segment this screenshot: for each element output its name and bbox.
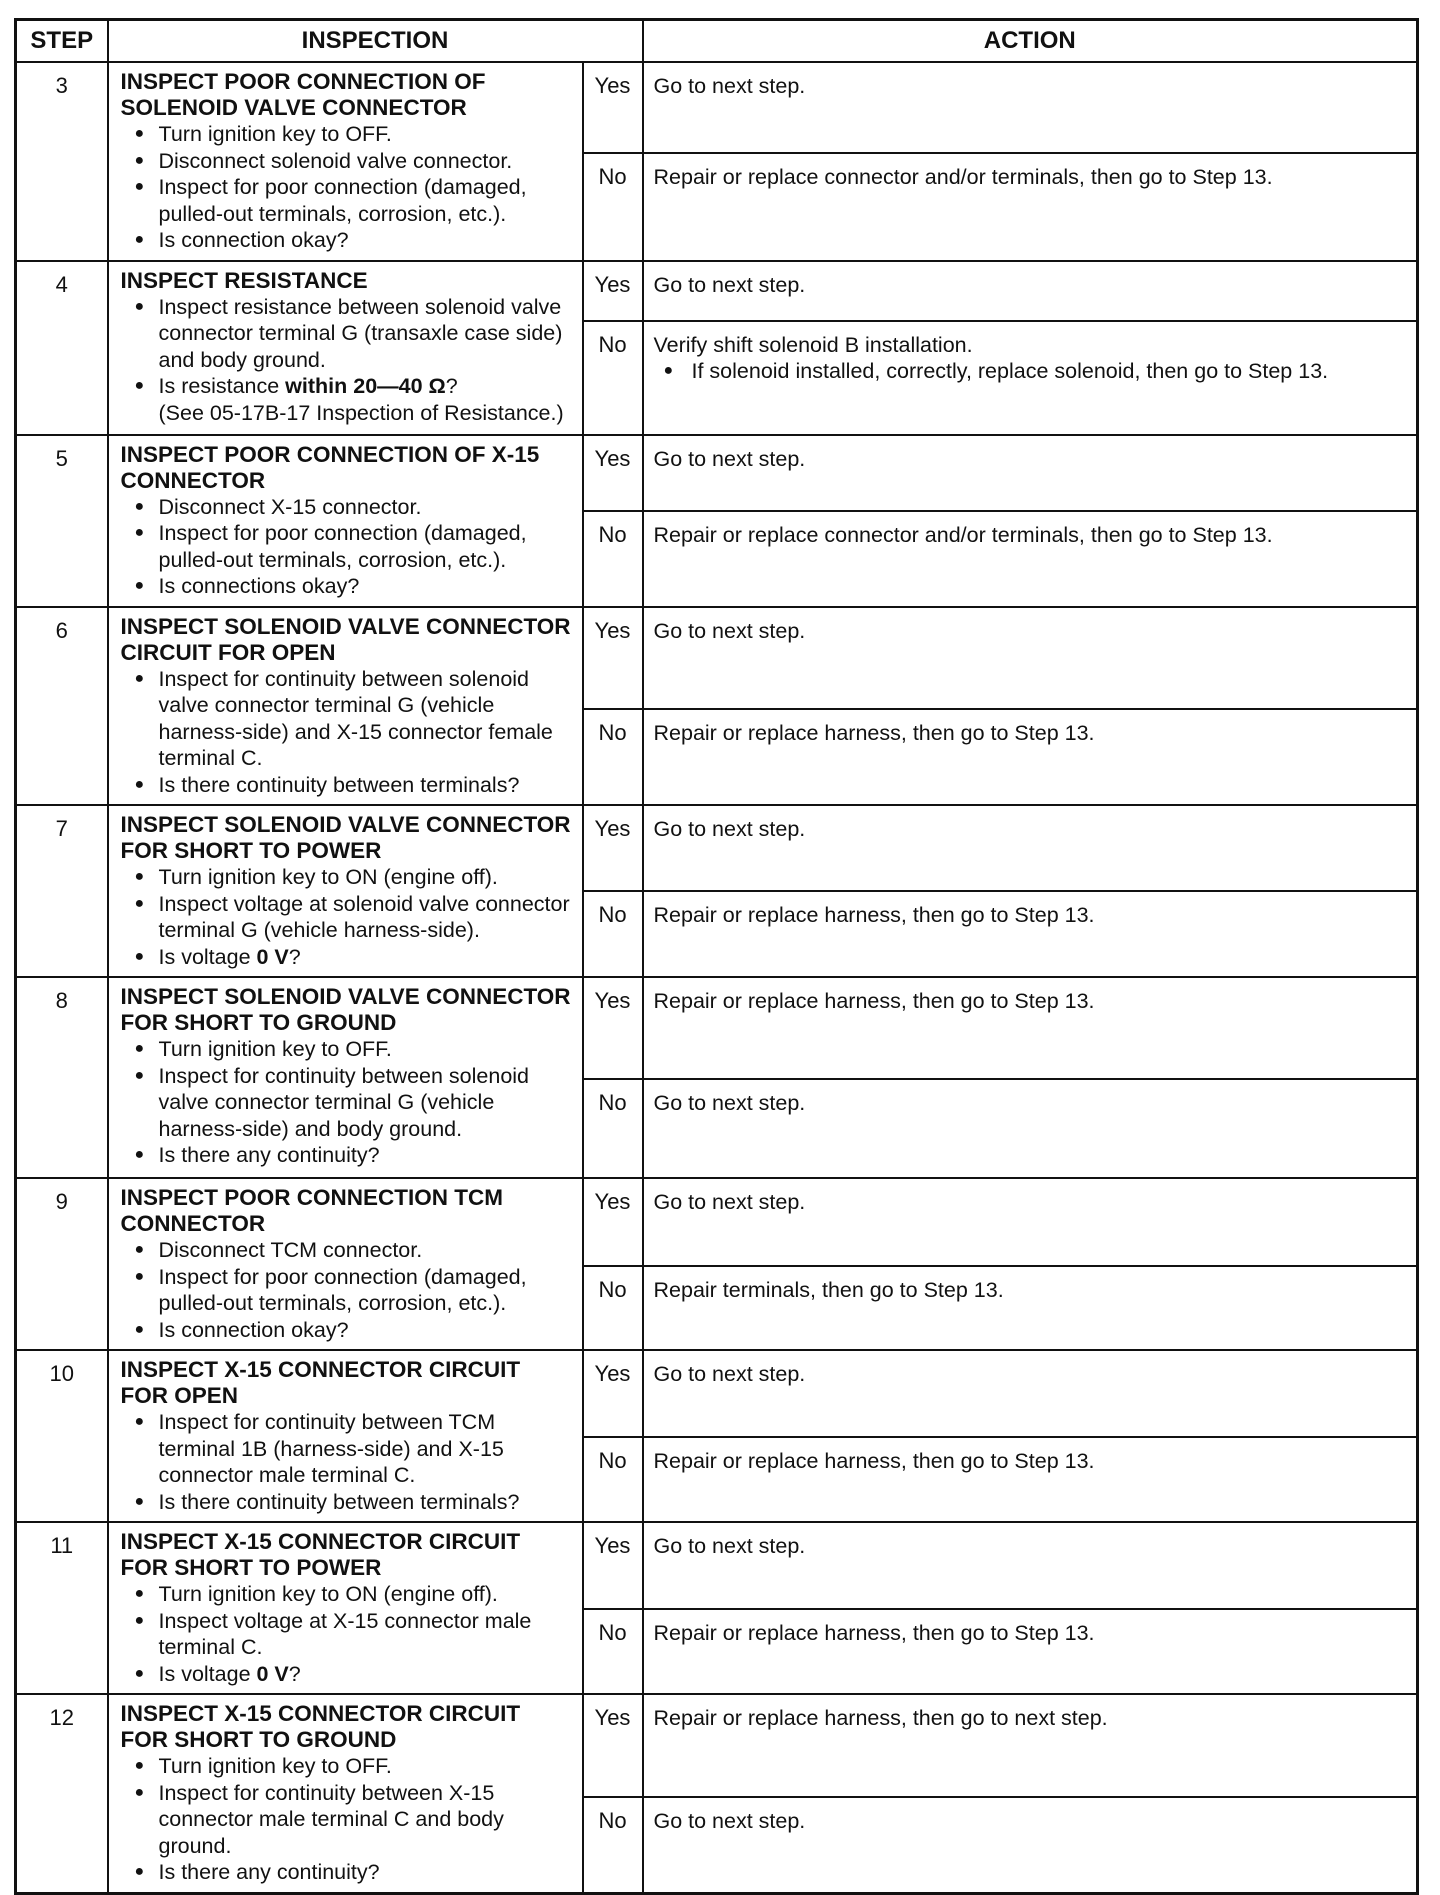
inspection-title: INSPECT X-15 CONNECTOR CIRCUIT FOR SHORT TO GROUND bbox=[120, 1701, 521, 1752]
resistance-question-prefix: Is resistance bbox=[158, 374, 286, 398]
inspection-bullet: ● Is connection okay? bbox=[133, 1317, 572, 1344]
no-action: Verify shift solenoid B installation. bbox=[653, 332, 973, 357]
yes-action: Go to next step. bbox=[643, 1178, 1418, 1266]
inspection-bullet: ● Inspect for continuity between solenoid valve connector terminal G (vehicle harness-side) and body ground. bbox=[133, 1063, 572, 1143]
yes-label: Yes bbox=[583, 261, 643, 321]
step-row-yes bbox=[16, 261, 1418, 321]
yes-label: Yes bbox=[583, 607, 643, 709]
inspection-bullet: ● Disconnect X-15 connector. bbox=[133, 494, 572, 521]
inspection-bullet: ● Is there continuity between terminals? bbox=[133, 772, 572, 799]
inspection-bullet bbox=[133, 1661, 572, 1688]
no-action: Repair or replace harness, then go to Step 13. bbox=[643, 709, 1418, 805]
inspection-bullet: ● Inspect for continuity between solenoid valve connector terminal G (vehicle harness-side) and X-15 connector female terminal C. bbox=[133, 666, 572, 772]
inspection-cell bbox=[108, 607, 583, 806]
inspection-bullet: ● Is there continuity between terminals? bbox=[133, 1489, 572, 1516]
step-number: 8 bbox=[16, 977, 108, 1178]
inspection-bullet: ● Turn ignition key to ON (engine off). bbox=[133, 1581, 572, 1608]
step-row-yes bbox=[16, 435, 1418, 511]
inspection-cell bbox=[108, 1694, 583, 1893]
diagnostic-procedure-table bbox=[14, 18, 1419, 1895]
no-action: Repair or replace harness, then go to Step 13. bbox=[643, 1437, 1418, 1522]
no-label: No bbox=[583, 1437, 643, 1522]
no-action-cell bbox=[643, 321, 1418, 435]
step-number: 4 bbox=[16, 261, 108, 435]
table-header-row bbox=[16, 20, 1418, 63]
inspection-title: INSPECT RESISTANCE bbox=[120, 267, 368, 293]
voltage-question-prefix: Is voltage bbox=[158, 944, 257, 969]
no-label: No bbox=[583, 153, 643, 261]
no-action: Repair or replace harness, then go to Step 13. bbox=[643, 891, 1418, 977]
inspection-bullet: ● Disconnect solenoid valve connector. bbox=[133, 148, 572, 175]
inspection-cell bbox=[108, 62, 583, 261]
inspection-cell bbox=[108, 261, 583, 435]
no-action: Repair or replace connector and/or terminals, then go to Step 13. bbox=[643, 511, 1418, 607]
header-action: ACTION bbox=[643, 20, 1418, 63]
yes-label: Yes bbox=[583, 62, 643, 153]
inspection-bullet: ● Inspect for poor connection (damaged, pulled-out terminals, corrosion, etc.). bbox=[133, 174, 572, 227]
step-row-yes bbox=[16, 607, 1418, 709]
yes-action: Repair or replace harness, then go to Step 13. bbox=[643, 977, 1418, 1079]
inspection-cell bbox=[108, 1178, 583, 1350]
step-row-yes bbox=[16, 1694, 1418, 1797]
inspection-bullet: ● Is there any continuity? bbox=[133, 1859, 572, 1886]
voltage-question-suffix: ? bbox=[288, 944, 301, 969]
step-number: 7 bbox=[16, 805, 108, 977]
inspection-title: INSPECT X-15 CONNECTOR CIRCUIT FOR OPEN bbox=[120, 1357, 521, 1408]
step-number: 12 bbox=[16, 1694, 108, 1893]
no-label: No bbox=[583, 1079, 643, 1178]
no-action-bullets bbox=[654, 358, 1407, 385]
step-row-yes bbox=[16, 1178, 1418, 1266]
resistance-spec: within 20—40 Ω bbox=[285, 374, 446, 398]
no-label: No bbox=[583, 709, 643, 805]
inspection-bullets bbox=[121, 1409, 572, 1515]
yes-label: Yes bbox=[583, 1522, 643, 1609]
no-action: Go to next step. bbox=[643, 1797, 1418, 1894]
voltage-spec: 0 V bbox=[256, 1661, 289, 1686]
yes-action: Go to next step. bbox=[643, 62, 1418, 153]
step-row-yes bbox=[16, 62, 1418, 153]
no-label: No bbox=[583, 1609, 643, 1695]
yes-label: Yes bbox=[583, 435, 643, 511]
inspection-bullets bbox=[121, 1237, 572, 1343]
inspection-bullets bbox=[121, 294, 572, 427]
inspection-cell bbox=[108, 805, 583, 977]
inspection-bullet: ● Inspect for continuity between X-15 connector male terminal C and body ground. bbox=[133, 1780, 572, 1860]
yes-label: Yes bbox=[583, 1350, 643, 1437]
header-step: STEP bbox=[16, 20, 108, 63]
yes-label: Yes bbox=[583, 977, 643, 1079]
step-row-yes bbox=[16, 977, 1418, 1079]
inspection-bullet: ● Is connections okay? bbox=[133, 573, 572, 600]
inspection-title: INSPECT SOLENOID VALVE CONNECTOR CIRCUIT FOR OPEN bbox=[120, 613, 571, 665]
inspection-title: INSPECT POOR CONNECTION TCM CONNECTOR bbox=[120, 1185, 504, 1236]
no-label: No bbox=[583, 511, 643, 607]
step-number: 5 bbox=[16, 435, 108, 607]
resistance-reference-note: (See 05-17B-17 Inspection of Resistance.) bbox=[158, 400, 564, 425]
inspection-bullet: ● Turn ignition key to ON (engine off). bbox=[133, 864, 572, 891]
yes-action: Go to next step. bbox=[643, 607, 1418, 709]
inspection-bullet: ● Inspect resistance between solenoid valve connector terminal G (transaxle case side) and body ground. bbox=[133, 294, 572, 374]
step-number: 6 bbox=[16, 607, 108, 806]
yes-action: Go to next step. bbox=[643, 1350, 1418, 1437]
step-number: 9 bbox=[16, 1178, 108, 1350]
inspection-cell bbox=[108, 1522, 583, 1694]
yes-action: Go to next step. bbox=[643, 1522, 1418, 1609]
yes-action: Repair or replace harness, then go to next step. bbox=[643, 1694, 1418, 1797]
yes-action: Go to next step. bbox=[643, 435, 1418, 511]
no-action: Repair or replace harness, then go to Step 13. bbox=[643, 1609, 1418, 1695]
no-action: Repair terminals, then go to Step 13. bbox=[643, 1266, 1418, 1351]
step-number: 11 bbox=[16, 1522, 108, 1694]
inspection-cell bbox=[108, 1350, 583, 1522]
no-label: No bbox=[583, 1266, 643, 1351]
yes-action: Go to next step. bbox=[643, 805, 1418, 891]
inspection-bullet: ● Inspect voltage at solenoid valve connector terminal G (vehicle harness-side). bbox=[133, 891, 572, 944]
inspection-bullet: ● Inspect for poor connection (damaged, pulled-out terminals, corrosion, etc.). bbox=[133, 520, 572, 573]
no-label: No bbox=[583, 1797, 643, 1894]
inspection-bullets bbox=[121, 1753, 572, 1886]
inspection-cell bbox=[108, 435, 583, 607]
inspection-bullet: ● Disconnect TCM connector. bbox=[133, 1237, 572, 1264]
no-label: No bbox=[583, 891, 643, 977]
inspection-bullet: ● Is connection okay? bbox=[133, 227, 572, 254]
inspection-bullet bbox=[133, 944, 572, 971]
step-number: 3 bbox=[16, 62, 108, 261]
step-row-yes bbox=[16, 1522, 1418, 1609]
inspection-bullets bbox=[121, 121, 572, 254]
inspection-bullets bbox=[121, 1581, 572, 1687]
inspection-cell bbox=[108, 977, 583, 1178]
step-row-yes bbox=[16, 1350, 1418, 1437]
header-inspection: INSPECTION bbox=[108, 20, 643, 63]
no-action: Go to next step. bbox=[643, 1079, 1418, 1178]
voltage-question-suffix: ? bbox=[288, 1661, 301, 1686]
inspection-bullet: ● Inspect for poor connection (damaged, pulled-out terminals, corrosion, etc.). bbox=[133, 1264, 572, 1317]
step-number: 10 bbox=[16, 1350, 108, 1522]
voltage-question-prefix: Is voltage bbox=[158, 1661, 257, 1686]
yes-label: Yes bbox=[583, 1178, 643, 1266]
no-action-bullet: ● If solenoid installed, correctly, replace solenoid, then go to Step 13. bbox=[662, 358, 1407, 385]
inspection-bullets bbox=[121, 1036, 572, 1169]
no-label: No bbox=[583, 321, 643, 435]
inspection-bullet: ● Inspect voltage at X-15 connector male terminal C. bbox=[133, 1608, 572, 1661]
inspection-title: INSPECT POOR CONNECTION OF SOLENOID VALVE CONNECTOR bbox=[120, 69, 486, 120]
yes-label: Yes bbox=[583, 805, 643, 891]
inspection-bullet bbox=[133, 373, 572, 426]
inspection-bullet: ● Turn ignition key to OFF. bbox=[133, 1753, 572, 1780]
yes-label: Yes bbox=[583, 1694, 643, 1797]
step-row-yes bbox=[16, 805, 1418, 891]
inspection-bullets bbox=[121, 494, 572, 600]
resistance-question-suffix: ? bbox=[445, 374, 458, 398]
inspection-bullet: ● Turn ignition key to OFF. bbox=[133, 1036, 572, 1063]
inspection-title: INSPECT POOR CONNECTION OF X-15 CONNECTOR bbox=[120, 441, 540, 493]
voltage-spec: 0 V bbox=[256, 944, 289, 969]
inspection-title: INSPECT SOLENOID VALVE CONNECTOR FOR SHORT TO POWER bbox=[120, 812, 571, 863]
no-action: Repair or replace connector and/or terminals, then go to Step 13. bbox=[643, 153, 1418, 261]
inspection-bullet: ● Is there any continuity? bbox=[133, 1142, 572, 1169]
yes-action: Go to next step. bbox=[643, 261, 1418, 321]
inspection-bullet: ● Inspect for continuity between TCM terminal 1B (harness-side) and X-15 connector male terminal C. bbox=[133, 1409, 572, 1489]
inspection-bullets bbox=[121, 864, 572, 970]
inspection-bullets bbox=[121, 666, 572, 799]
inspection-title: INSPECT SOLENOID VALVE CONNECTOR FOR SHORT TO GROUND bbox=[120, 984, 571, 1035]
inspection-bullet: ● Turn ignition key to OFF. bbox=[133, 121, 572, 148]
inspection-title: INSPECT X-15 CONNECTOR CIRCUIT FOR SHORT TO POWER bbox=[120, 1529, 521, 1580]
